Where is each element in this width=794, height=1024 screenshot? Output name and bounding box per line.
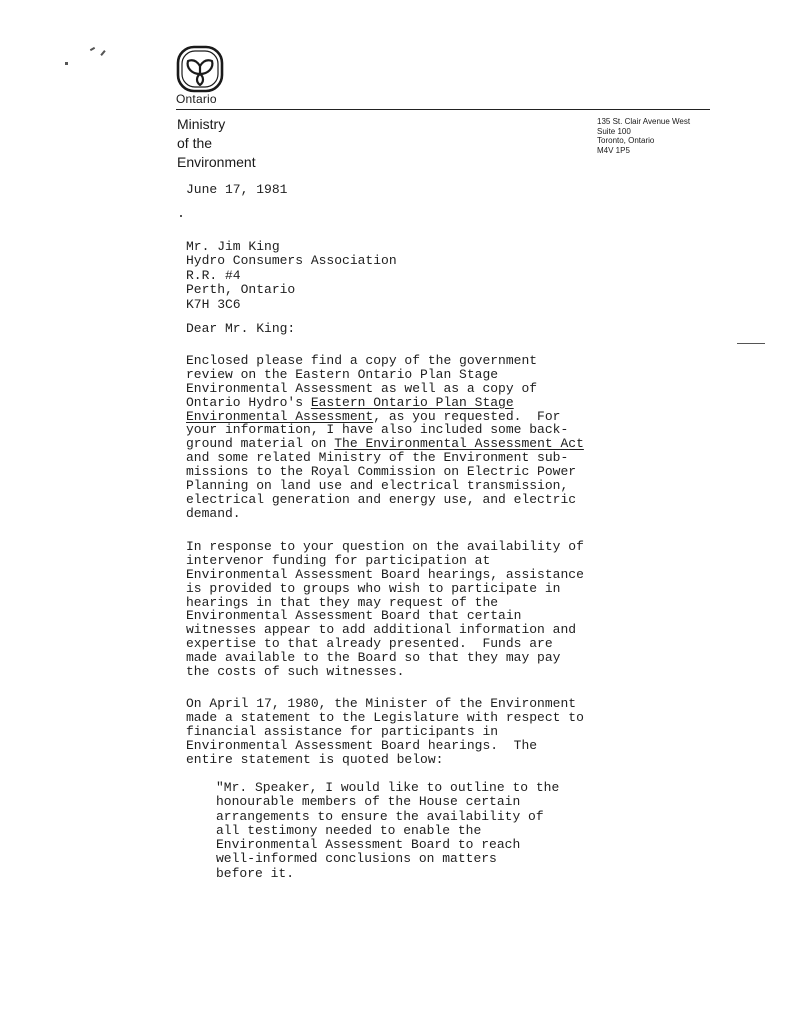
paragraph-line: Environmental Assessment Board hearings, assistance [186,566,584,582]
paragraph-line [186,396,584,410]
ministry-address [597,117,690,155]
paragraph-line: expertise to that already presented. Funds are [186,636,553,652]
paragraph-line: witnesses appear to add additional information and [186,622,577,638]
paragraph-line: and some related Ministry of the Environment sub- [186,450,569,466]
paragraph-line: demand. [186,505,241,521]
quote-line: arrangements to ensure the availability of [216,808,544,824]
recipient-line: Mr. Jim King [186,239,280,254]
paragraph-enclosures [186,354,584,521]
address-line: Toronto, Ontario [597,136,655,146]
underlined-title: The Environmental Assessment Act [334,436,584,452]
ontario-trillium-logo [175,44,225,94]
paragraph-minister-statement [186,697,584,766]
recipient-line: Perth, Ontario [186,282,296,298]
recipient-line: Hydro Consumers Association [186,253,397,269]
scan-mark [100,50,105,56]
scan-mark [180,215,182,217]
paragraph-line: In response to your question on the availability of [186,539,584,554]
underlined-title: Environmental Assessment [186,408,374,424]
quote-line: "Mr. Speaker, I would like to outline to the [216,780,560,795]
address-line: Suite 100 [597,126,631,136]
ministry-name [177,115,256,172]
ministry-line: Environment [177,154,256,170]
paragraph-line: Planning on land use and electrical transmission, [186,478,569,494]
scan-mark [737,343,765,344]
letterhead-rule [176,109,710,110]
paragraph-line: Environmental Assessment Board that certain [186,608,522,624]
quote-line: well-informed conclusions on matters [216,851,497,867]
paragraph-line: Enclosed please find a copy of the government [186,353,538,368]
paragraph-line: made available to the Board so that they may pay [186,650,561,666]
quote-line: honourable members of the House certain [216,794,521,810]
paragraph-line: your information, I have also included some back- [186,422,569,438]
quote-line: all testimony needed to enable the [216,822,482,838]
letter-date: June 17, 1981 [186,182,288,197]
paragraph-line: intervenor funding for participation at [186,552,491,568]
ministry-line: of the [177,135,213,151]
recipient-address [186,240,397,312]
text-span: Ontario Hydro's [186,394,311,410]
paragraph-line: made a statement to the Legislature with respect to [186,709,584,725]
paragraph-line [186,437,584,451]
address-line: 135 St. Clair Avenue West [597,117,691,126]
paragraph-line: review on the Eastern Ontario Plan Stage [186,366,499,382]
paragraph-line: financial assistance for participants in [186,723,499,739]
quoted-statement [216,781,559,881]
text-span: , as you requested. For [373,408,561,424]
recipient-line: K7H 3C6 [186,296,241,312]
ministry-line: Ministry [177,116,226,132]
paragraph-line: On April 17, 1980, the Minister of the Environment [186,696,577,711]
paragraph-intervenor-funding [186,540,584,679]
paragraph-line: Environmental Assessment Board hearings. The [186,737,538,753]
paragraph-line: electrical generation and energy use, and electric [186,491,577,507]
underlined-title: Eastern Ontario Plan Stage [310,394,514,410]
scan-mark [65,62,68,65]
salutation: Dear Mr. King: [186,321,296,336]
paragraph-line [186,410,584,424]
quote-line: Environmental Assessment Board to reach [216,837,521,853]
paragraph-line: entire statement is quoted below: [186,751,444,767]
government-name: Ontario [176,92,217,106]
text-span: ground material on [186,436,335,452]
paragraph-line: Environmental Assessment as well as a copy of [186,380,538,396]
quote-line: before it. [216,865,295,881]
paragraph-line: the costs of such witnesses. [186,664,405,680]
paragraph-line: missions to the Royal Commission on Electric Power [186,464,577,480]
scan-mark [90,47,95,51]
recipient-line: R.R. #4 [186,267,241,283]
address-line: M4V 1P5 [597,145,630,155]
paragraph-line: hearings in that they may request of the [186,594,499,610]
paragraph-line: is provided to groups who wish to participate in [186,580,561,596]
